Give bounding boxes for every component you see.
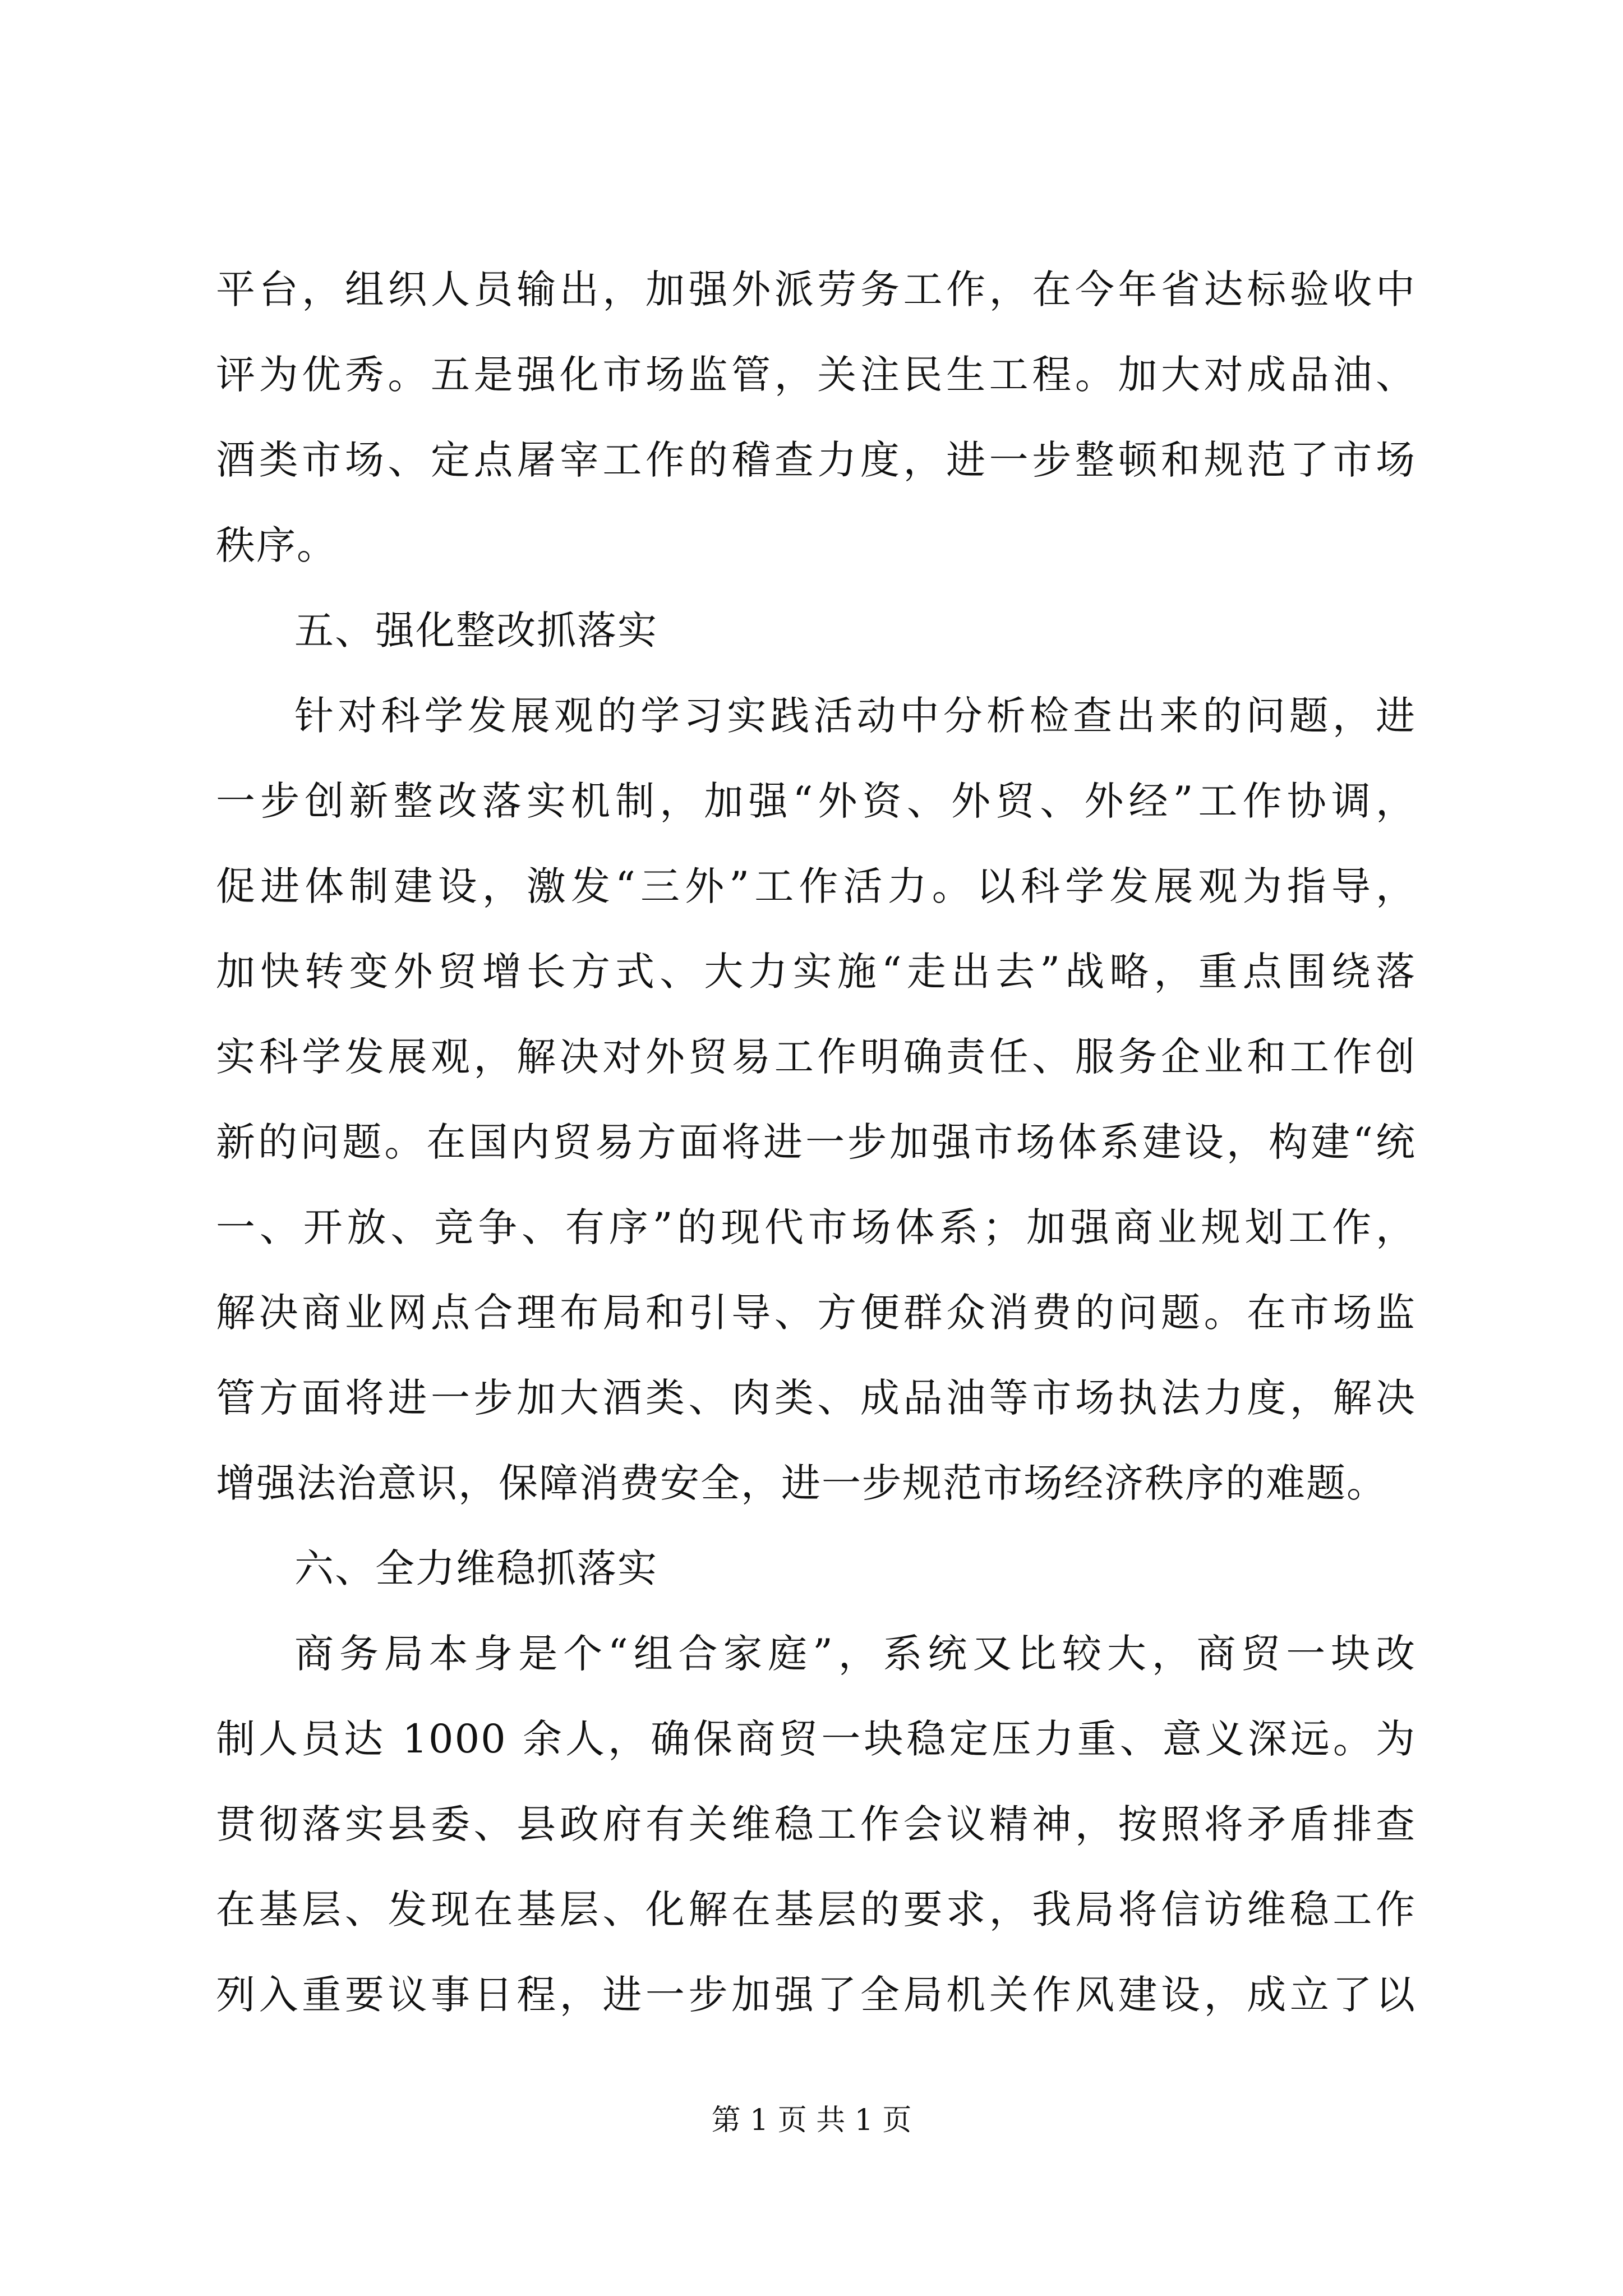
- body-text-line: 实科学发展观，解决对外贸易工作明确责任、服务企业和工作创: [216, 1034, 1416, 1080]
- section-heading: 六、全力维稳抓落实: [294, 1545, 658, 1591]
- body-text-line: 一、开放、竞争、有序”的现代市场体系；加强商业规划工作，: [216, 1204, 1416, 1250]
- body-text-line: 新的问题。在国内贸易方面将进一步加强市场体系建设，构建“统: [216, 1119, 1416, 1165]
- body-text-line: 列入重要议事日程，进一步加强了全局机关作风建设，成立了以: [216, 1972, 1416, 2018]
- body-text-line: 秩序。: [216, 522, 337, 568]
- page-number-footer: 第 1 页 共 1 页: [711, 2104, 912, 2137]
- body-text-line: 在基层、发现在基层、化解在基层的要求，我局将信访维稳工作: [216, 1887, 1416, 1932]
- body-text-line: 增强法治意识，保障消费安全，进一步规范市场经济秩序的难题。: [216, 1460, 1387, 1506]
- document-body: [216, 247, 1416, 2037]
- body-text-line: 制人员达 1000 余人，确保商贸一块稳定压力重、意义深远。为: [216, 1716, 1416, 1762]
- body-text-line: 商务局本身是个“组合家庭”，系统又比较大，商贸一块改: [294, 1631, 1416, 1677]
- body-text-line: 一步创新整改落实机制，加强“外资、外贸、外经”工作协调，: [216, 778, 1416, 824]
- body-text-line: 加快转变外贸增长方式、大力实施“走出去”战略，重点围绕落: [216, 949, 1416, 995]
- body-text-line: 解决商业网点合理布局和引导、方便群众消费的问题。在市场监: [216, 1290, 1416, 1336]
- body-text-line: 评为优秀。五是强化市场监管，关注民生工程。加大对成品油、: [216, 352, 1416, 398]
- body-text-line: 贯彻落实县委、县政府有关维稳工作会议精神，按照将矛盾排查: [216, 1801, 1416, 1847]
- body-text-line: 管方面将进一步加大酒类、肉类、成品油等市场执法力度，解决: [216, 1375, 1416, 1421]
- body-text-line: 酒类市场、定点屠宰工作的稽查力度，进一步整顿和规范了市场: [216, 437, 1416, 483]
- section-heading: 五、强化整改抓落实: [294, 608, 658, 654]
- body-text-line: 针对科学发展观的学习实践活动中分析检查出来的问题，进: [294, 693, 1416, 739]
- body-text-line: 促进体制建设，激发“三外”工作活力。以科学发展观为指导，: [216, 863, 1416, 909]
- body-text-line: 平台，组织人员输出，加强外派劳务工作，在今年省达标验收中: [216, 266, 1416, 312]
